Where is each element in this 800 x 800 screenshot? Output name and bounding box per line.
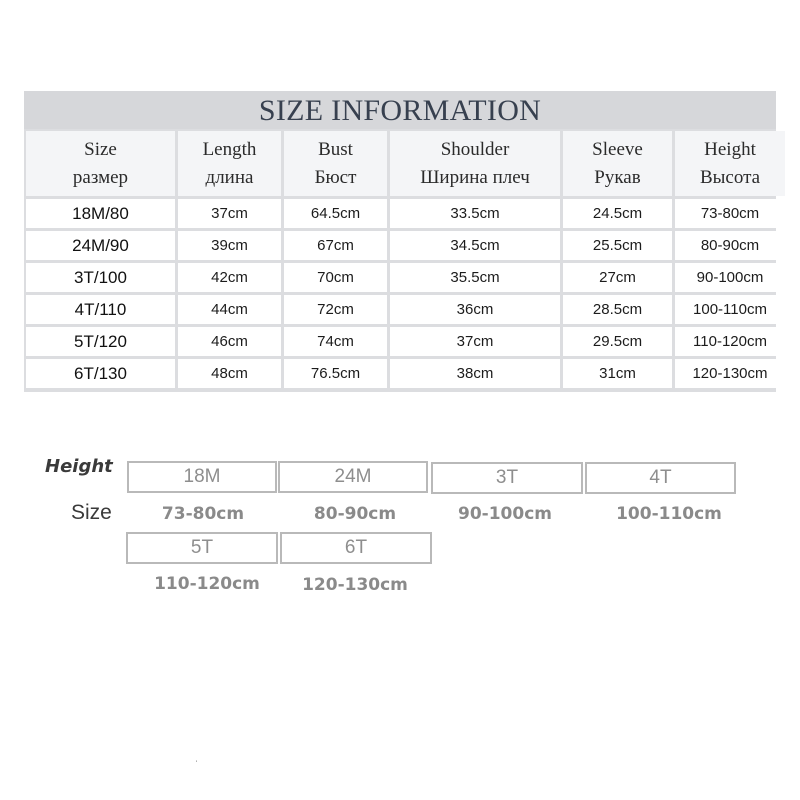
table-cell-height: 80-90cm: [675, 231, 785, 260]
header-length-en: Length: [202, 138, 257, 160]
table-cell-bust: 72cm: [284, 295, 387, 324]
table-title: SIZE INFORMATION: [24, 91, 776, 129]
table-cell-size: 3T/100: [26, 263, 175, 292]
table-cell-shoulder: 34.5cm: [390, 231, 560, 260]
table-cell-bust: 76.5cm: [284, 359, 387, 388]
table-cell-length: 44cm: [178, 295, 281, 324]
size-box-3t: 3T: [431, 462, 583, 494]
header-height-en: Height: [704, 138, 756, 160]
table-cell-height: 120-130cm: [675, 359, 785, 388]
table-cell-shoulder: 36cm: [390, 295, 560, 324]
table-cell-shoulder: 35.5cm: [390, 263, 560, 292]
table-cell-length: 37cm: [178, 199, 281, 228]
table-cell-shoulder: 33.5cm: [390, 199, 560, 228]
header-length: [178, 131, 281, 196]
header-height-ru: Высота: [699, 166, 761, 188]
table-cell-shoulder: 38cm: [390, 359, 560, 388]
table-cell-size: 18M/80: [26, 199, 175, 228]
size-box-5t: 5T: [126, 532, 278, 564]
header-sleeve-ru: Рукав: [594, 166, 641, 188]
table-cell-sleeve: 28.5cm: [563, 295, 672, 324]
table-cell-sleeve: 31cm: [563, 359, 672, 388]
size-box-6t: 6T: [280, 532, 432, 564]
table-cell-bust: 74cm: [284, 327, 387, 356]
table-cell-size: 24M/90: [26, 231, 175, 260]
header-shoulder: [390, 131, 560, 196]
table-cell-height: 73-80cm: [675, 199, 785, 228]
table-cell-height: 110-120cm: [675, 327, 785, 356]
table-cell-sleeve: 24.5cm: [563, 199, 672, 228]
guide-size-label: Size: [71, 501, 112, 524]
size-box-18m: 18M: [127, 461, 277, 493]
header-height: [675, 131, 785, 196]
height-range-24m: 80-90cm: [313, 504, 397, 524]
table-cell-length: 39cm: [178, 231, 281, 260]
header-bust-ru: Бюст: [314, 166, 357, 188]
guide-height-label: Height: [45, 456, 113, 477]
table-cell-sleeve: 27cm: [563, 263, 672, 292]
header-shoulder-ru: Ширина плеч: [420, 166, 530, 188]
table-cell-length: 42cm: [178, 263, 281, 292]
table-cell-size: 6T/130: [26, 359, 175, 388]
size-grid: [24, 129, 776, 392]
table-cell-sleeve: 25.5cm: [563, 231, 672, 260]
height-range-3t: 90-100cm: [458, 504, 552, 524]
size-box-4t: 4T: [585, 462, 736, 494]
header-size-en: Size: [84, 138, 117, 160]
header-shoulder-en: Shoulder: [440, 138, 510, 160]
header-sleeve-en: Sleeve: [592, 138, 643, 160]
table-cell-shoulder: 37cm: [390, 327, 560, 356]
table-cell-sleeve: 29.5cm: [563, 327, 672, 356]
stray-mark: ˌ: [195, 752, 199, 763]
header-size-ru: размер: [72, 166, 129, 188]
height-range-18m: 73-80cm: [161, 504, 245, 524]
header-bust: [284, 131, 387, 196]
size-information-table: [24, 91, 776, 392]
table-cell-bust: 67cm: [284, 231, 387, 260]
table-cell-length: 48cm: [178, 359, 281, 388]
table-cell-length: 46cm: [178, 327, 281, 356]
header-sleeve: [563, 131, 672, 196]
table-cell-size: 5T/120: [26, 327, 175, 356]
header-length-ru: длина: [205, 166, 254, 188]
height-range-6t: 120-130cm: [302, 575, 408, 595]
table-cell-bust: 70cm: [284, 263, 387, 292]
height-range-5t: 110-120cm: [154, 574, 260, 594]
table-cell-height: 90-100cm: [675, 263, 785, 292]
header-size: [26, 131, 175, 196]
table-cell-size: 4T/110: [26, 295, 175, 324]
size-box-24m: 24M: [278, 461, 428, 493]
height-range-4t: 100-110cm: [616, 504, 722, 524]
header-bust-en: Bust: [318, 138, 353, 160]
table-cell-bust: 64.5cm: [284, 199, 387, 228]
table-cell-height: 100-110cm: [675, 295, 785, 324]
